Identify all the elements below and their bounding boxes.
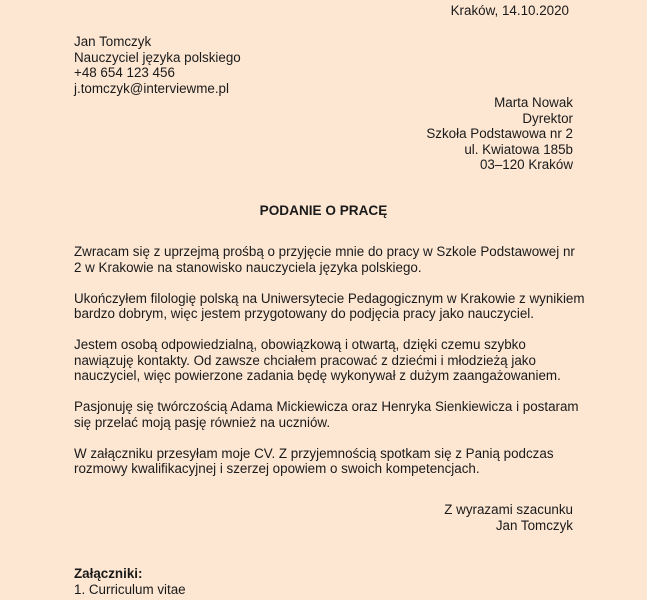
paragraph-line: Pasjonuję się twórczością Adama Mickiewicza oraz Henryka Sienkiewicza i postaram: [74, 399, 579, 414]
closing-block: [444, 502, 573, 533]
recipient-city: 03–120 Kraków: [479, 157, 573, 172]
body-paragraph: [74, 446, 573, 477]
paragraph-line: się przelać moją pasję również na uczniów.: [74, 414, 331, 430]
letter-date: Kraków, 14.10.2020: [450, 3, 569, 18]
signature-name: Jan Tomczyk: [495, 517, 573, 533]
recipient-name: Marta Nowak: [494, 95, 573, 110]
attachments-block: [74, 566, 186, 597]
sender-phone: +48 654 123 456: [74, 65, 175, 80]
attachment-item: 1. Curriculum vitae: [74, 581, 186, 597]
paragraph-line: rozmowy kwalifikacyjnej i szerzej opowiem o swoich kompetencjach.: [74, 461, 480, 476]
recipient-institution: Szkoła Podstawowa nr 2: [426, 126, 573, 141]
paragraph-line: bardzo dobrym, więc jestem przygotowany do podjęcia pracy jako nauczyciel.: [74, 306, 534, 321]
body-paragraph: [74, 290, 585, 322]
body-paragraph: [74, 244, 573, 275]
recipient-block: [426, 95, 573, 173]
letter-title: PODANIE O PRACĘ: [259, 203, 388, 218]
paragraph-line: 2 w Krakowie na stanowisko nauczyciela języka polskiego.: [74, 259, 422, 275]
recipient-street: ul. Kwiatowa 185b: [464, 141, 573, 157]
paragraph-line: nauczyciel, więc powierzone zadania będę wykonywał z dużym zaangażowaniem.: [74, 368, 561, 383]
sender-name: Jan Tomczyk: [74, 34, 152, 49]
letter-body: [74, 244, 585, 492]
closing-greeting: Z wyrazami szacunku: [444, 502, 573, 517]
paragraph-line: Ukończyłem filologię polską na Uniwersytecie Pedagogicznym w Krakowie z wynikiem: [74, 290, 585, 306]
sender-block: [74, 34, 241, 96]
body-paragraph: [74, 337, 573, 384]
attachments-title: Załączniki:: [74, 566, 143, 581]
paragraph-line: nawiązuję kontakty. Od zawsze chciałem pracować z dziećmi i młodzieżą jako: [74, 352, 536, 368]
paragraph-line: Zwracam się z uprzejmą prośbą o przyjęcie mnie do pracy w Szkole Podstawowej nr: [74, 244, 575, 259]
recipient-position: Dyrektor: [522, 110, 573, 126]
body-paragraph: [74, 399, 579, 430]
paragraph-line: Jestem osobą odpowiedzialną, obowiązkową i otwartą, dzięki czemu szybko: [74, 337, 526, 352]
sender-position: Nauczyciel języka polskiego: [74, 49, 241, 65]
paragraph-line: W załączniku przesyłam moje CV. Z przyjemnością spotkam się z Panią podczas: [74, 445, 554, 461]
sender-email: j.tomczyk@interviewme.pl: [74, 80, 229, 96]
